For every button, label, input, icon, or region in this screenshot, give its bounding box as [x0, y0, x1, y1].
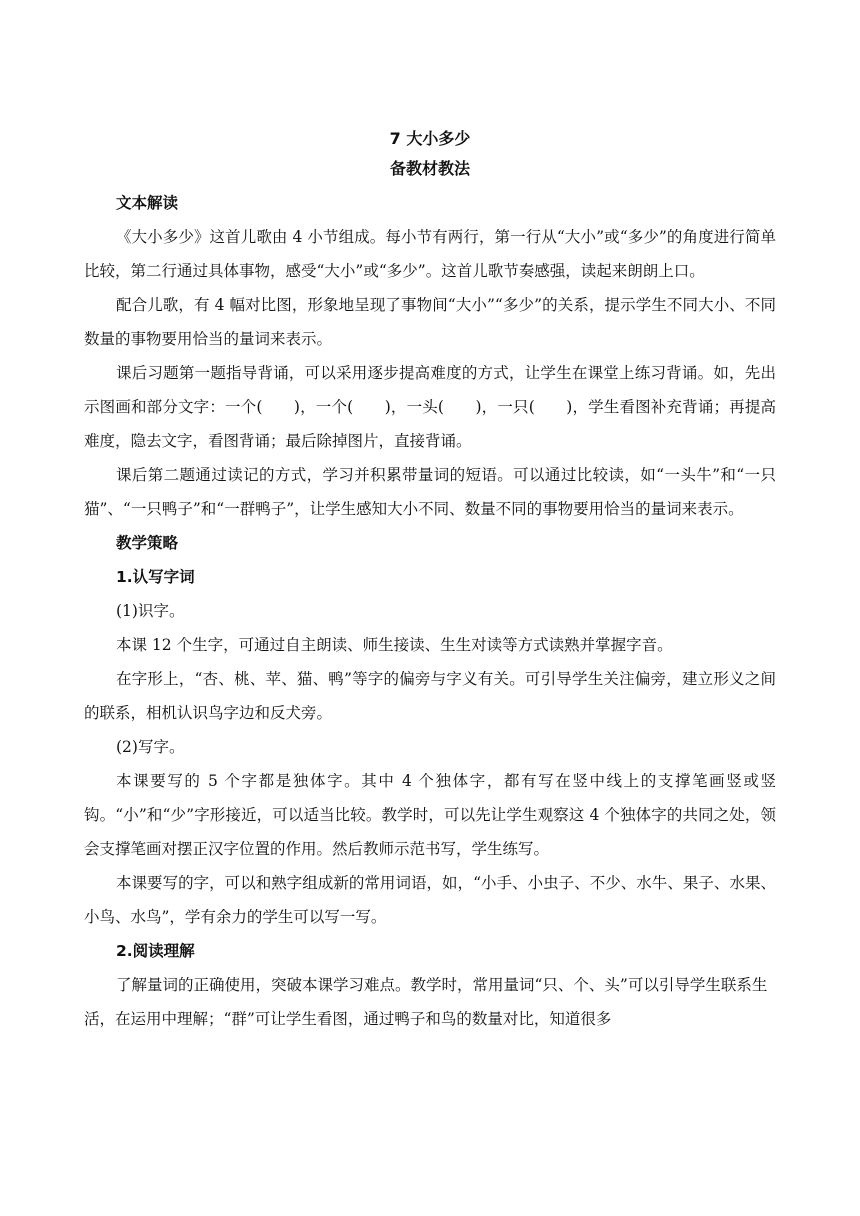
lesson-subtitle: 备教材教法: [389, 159, 470, 178]
section-heading-text-reading: 文本解读: [116, 194, 179, 212]
paragraph: 配合儿歌，有 4 幅对比图，形象地呈现了事物间“大小”“多少”的关系，提示学生不同大小、不同数量的事物要用恰当的量词来表示。: [84, 296, 776, 348]
part-label-write: (2)写字。: [116, 738, 185, 756]
paragraph: 本课 12 个生字，可通过自主朗读、师生接读、生生对读等方式读熟并掌握字音。: [116, 636, 673, 654]
paragraph: 《大小多少》这首儿歌由 4 小节组成。每小节有两行，第一行从“大小”或“多少”的角度进行简单比较，第二行通过具体事物，感受“大小”或“多少”。这首儿歌节奏感强，读起来朗朗上口。: [84, 228, 776, 280]
document-page: [84, 124, 776, 1036]
section-heading-teaching-strategy: 教学策略: [116, 534, 179, 552]
paragraph: 课后第二题通过读记的方式，学习并积累带量词的短语。可以通过比较读，如“一头牛”和“一只猫”、“一只鸭子”和“一群鸭子”，让学生感知大小不同、数量不同的事物要用恰当的量词来表示。: [84, 466, 776, 518]
paragraph: 了解量词的正确使用，突破本课学习难点。教学时，常用量词“只、个、头”可以引导学生联系生活，在运用中理解；“群”可让学生看图，通过鸭子和鸟的数量对比，知道很多: [84, 976, 768, 1028]
paragraph: 在字形上，“杏、桃、苹、猫、鸭”等字的偏旁与字义有关。可引导学生关注偏旁，建立形义之间的联系，相机认识鸟字边和反犬旁。: [84, 670, 776, 722]
lesson-title: 7 大小多少: [389, 129, 471, 148]
paragraph: 本课要写的 5 个字都是独体字。其中 4 个独体字，都有写在竖中线上的支撑笔画竖或竖钩。“小”和“少”字形接近，可以适当比较。教学时，可以先让学生观察这 4 个独体字的共同之处，领会支撑笔画对摆正汉字位置的作用。然后教师示范书写，学生练写。: [84, 772, 776, 858]
paragraph: 本课要写的字，可以和熟字组成新的常用词语，如，“小手、小虫子、不少、水牛、果子、水果、小鸟、水鸟”，学有余力的学生可以写一写。: [84, 874, 776, 926]
part-label-recognize: (1)识字。: [116, 602, 185, 620]
subsection-heading-reading: 2.阅读理解: [116, 942, 195, 960]
paragraph: 课后习题第一题指导背诵，可以采用逐步提高难度的方式，让学生在课堂上练习背诵。如，先出示图画和部分文字：一个( )，一个( )，一头( )，一只( )，学生看图补充背诵；再提高难度，隐去文字，看图背诵；最后除掉图片，直接背诵。: [84, 364, 776, 450]
subsection-heading-characters: 1.认写字词: [116, 568, 195, 586]
